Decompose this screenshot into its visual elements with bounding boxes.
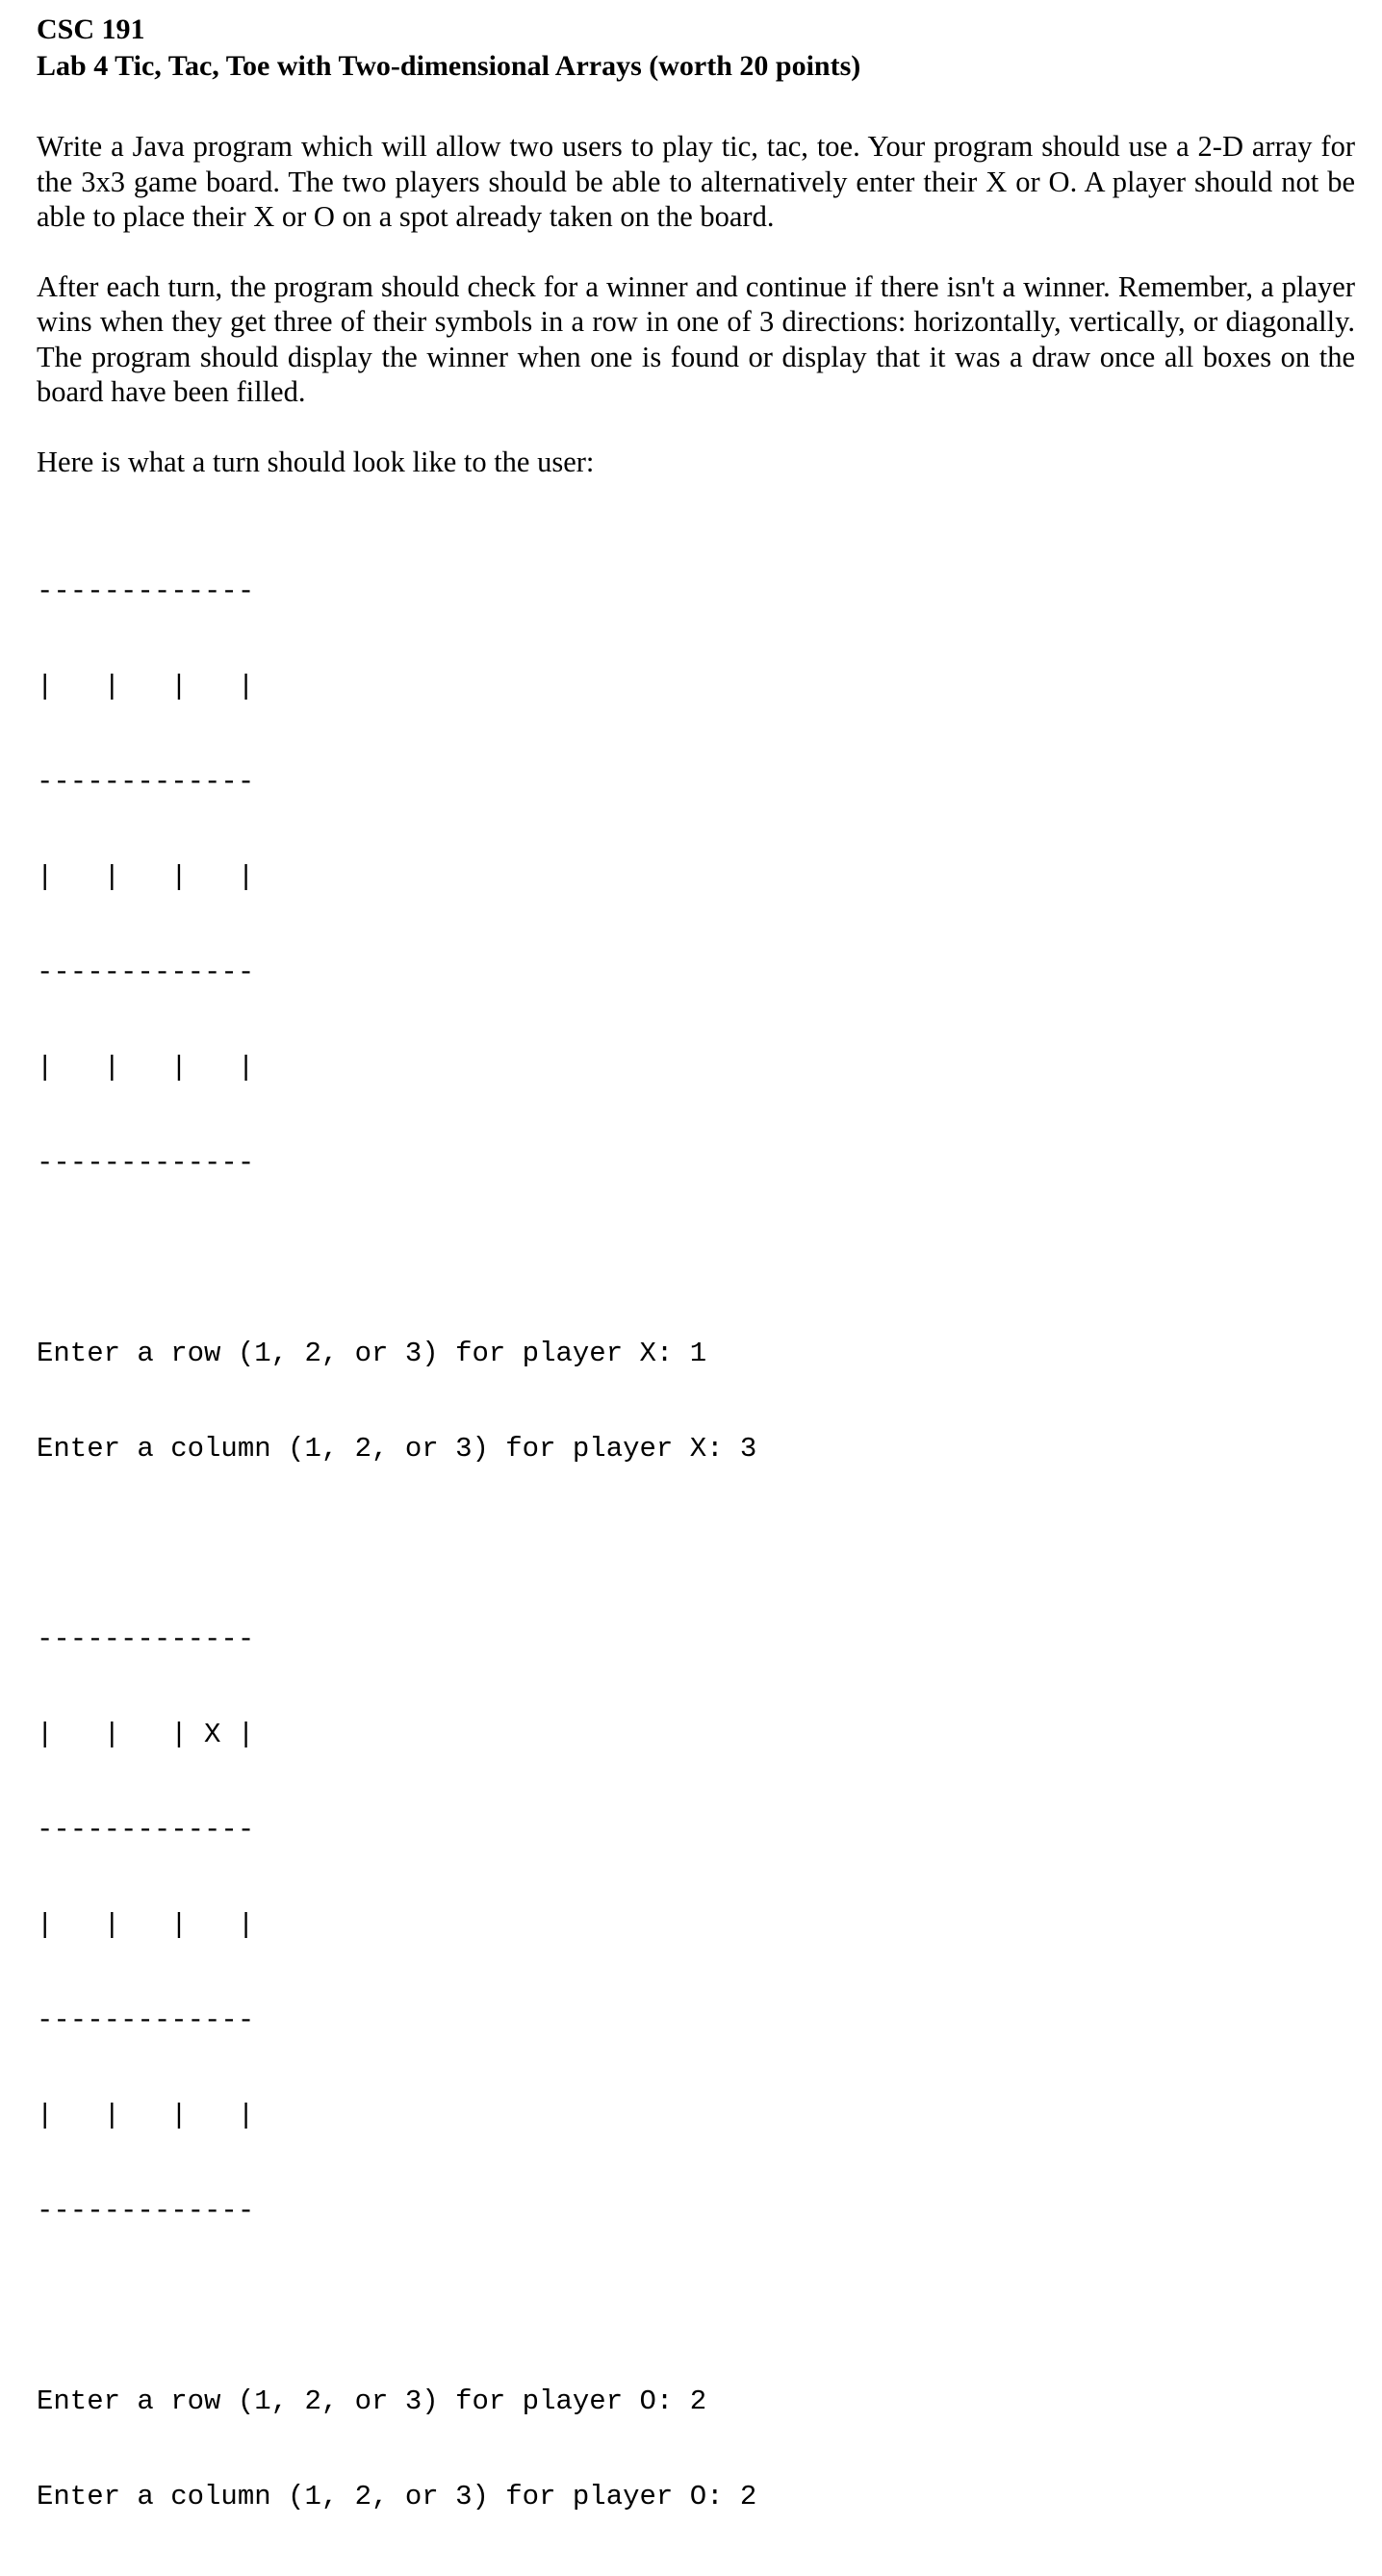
board-line: | | | X | (37, 1719, 255, 1750)
paragraph-winner-rules: After each turn, the program should check for a winner and continue if there isn't a winner. Remember, a player wins when they get three of their symbols in a row in one of 3 directions: horizontally, vertically, or diagonally. The program should display the winner when one is found or display that it was a draw once all boxes on the board have been filled. (37, 269, 1355, 408)
board-line: ------------- (37, 1147, 255, 1179)
course-code: CSC 191 (37, 13, 145, 45)
board-line: | | | | (37, 1052, 255, 1084)
prompt-column-line: Enter a column (1, 2, or 3) for player O: 2 (37, 2481, 757, 2512)
board-line: | | | | (37, 1909, 255, 1941)
prompt-row-line: Enter a row (1, 2, or 3) for player O: 2 (37, 2385, 707, 2417)
board-line: | | | | (37, 861, 255, 893)
board-line: ------------- (37, 2004, 255, 2036)
board-line: | | | | (37, 671, 255, 702)
board-line: ------------- (37, 766, 255, 798)
board-line: ------------- (37, 1814, 255, 1846)
paragraph-intro: Write a Java program which will allow two users to play tic, tac, toe. Your program should use a 2-D array for the 3x3 game board. The two players should be able to alternatively enter their X or O. A player should not be able to place their X or O on a spot already taken on the board. (37, 130, 1355, 233)
board-line: ------------- (37, 575, 255, 607)
console-prompts-player-o (37, 2322, 1355, 2576)
board-line: ------------- (37, 2195, 255, 2227)
prompt-column-line: Enter a column (1, 2, or 3) for player X: 3 (37, 1433, 757, 1465)
console-board-after-move (37, 1560, 1355, 2290)
board-line: ------------- (37, 1623, 255, 1655)
document-page (37, 12, 1355, 2576)
console-prompts-player-x (37, 1274, 1355, 1528)
board-line: ------------- (37, 956, 255, 988)
console-board-empty (37, 512, 1355, 1242)
board-line: | | | | (37, 2100, 255, 2131)
paragraph-example-intro: Here is what a turn should look like to the user: (37, 445, 595, 478)
lab-title: Lab 4 Tic, Tac, Toe with Two-dimensional Arrays (worth 20 points) (37, 50, 861, 82)
prompt-row-line: Enter a row (1, 2, or 3) for player X: 1 (37, 1338, 707, 1369)
